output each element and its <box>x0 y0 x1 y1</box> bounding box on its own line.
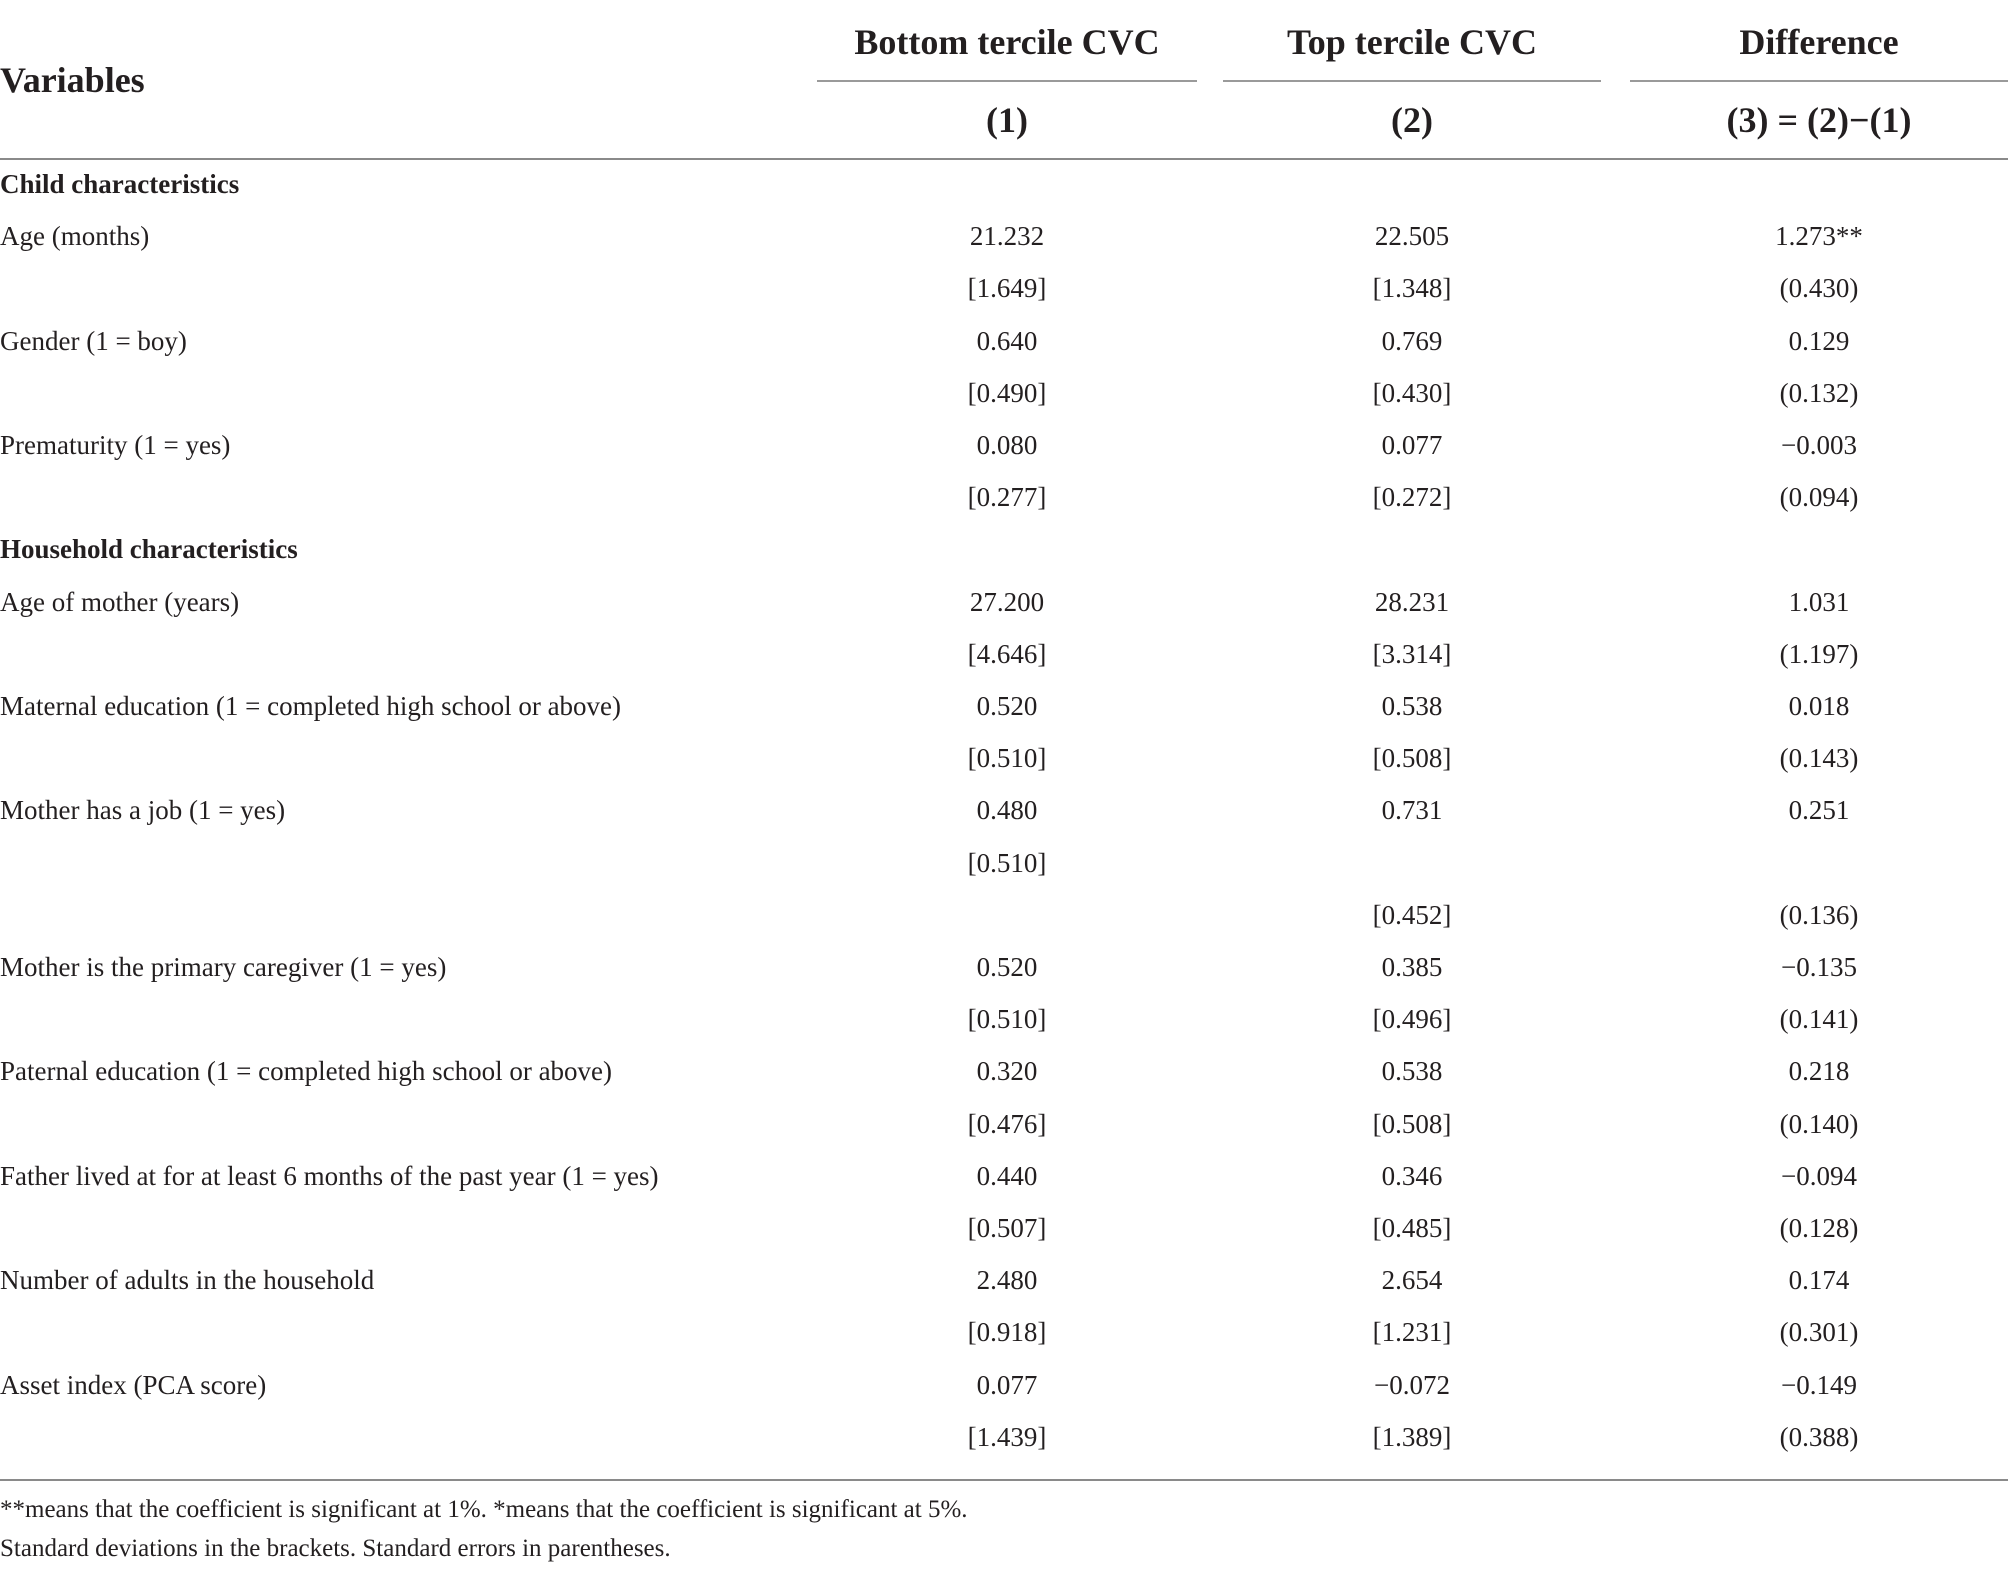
bottom-tercile-value: 2.480 <box>976 1265 1038 1296</box>
table-row <box>0 471 2008 523</box>
top-tercile-value: 28.231 <box>1374 586 1450 617</box>
difference-value: (0.143) <box>1779 743 1859 774</box>
top-tercile-value: 0.769 <box>1381 325 1443 356</box>
top-tercile-value: [0.452] <box>1372 899 1452 930</box>
section-heading: Child characteristics <box>0 169 240 199</box>
table-row <box>0 1202 2008 1254</box>
top-tercile-value: [0.485] <box>1372 1213 1452 1243</box>
top-tercile-value: 0.538 <box>1381 691 1443 721</box>
table-bottom-rule <box>0 1479 2008 1481</box>
difference-value: (0.136) <box>1779 899 1859 930</box>
bottom-tercile-value: [0.918] <box>967 1317 1047 1348</box>
bottom-tercile-value: [0.510] <box>967 847 1047 878</box>
table-row <box>0 367 2008 419</box>
top-tercile-value: 0.538 <box>1381 1056 1443 1087</box>
bottom-tercile-value: 0.520 <box>976 691 1038 721</box>
col1-spanner-rule <box>817 80 1197 82</box>
variable-label: Mother has a job (1 = yes) <box>0 795 286 826</box>
table-row <box>0 993 2008 1045</box>
top-tercile-value: 22.505 <box>1374 221 1450 252</box>
top-tercile-value: [1.231] <box>1372 1317 1452 1348</box>
difference-value: 0.218 <box>1788 1056 1850 1087</box>
table-row <box>0 1306 2008 1358</box>
table-row <box>0 1359 2008 1411</box>
table-row <box>0 1150 2008 1202</box>
top-tercile-value: 0.077 <box>1381 430 1443 460</box>
variable-label: Gender (1 = boy) <box>0 325 187 356</box>
table-row <box>0 315 2008 367</box>
variable-label: Father lived at for at least 6 months of the past year (1 = yes) <box>0 1160 659 1191</box>
top-tercile-value: [1.389] <box>1372 1421 1452 1452</box>
table-row <box>0 1254 2008 1306</box>
variable-label: Maternal education (1 = completed high school or above) <box>0 691 622 721</box>
section-row <box>0 158 2008 210</box>
difference-value: −0.094 <box>1781 1160 1857 1191</box>
bottom-tercile-value: 0.520 <box>976 952 1038 982</box>
significance-note: **means that the coefficient is significant at 1%. *means that the coefficient is significant at 5%. <box>0 1496 968 1523</box>
difference-value: 0.251 <box>1788 795 1850 826</box>
top-tercile-value: 0.731 <box>1381 795 1443 826</box>
col3-title: Difference <box>1739 22 1899 62</box>
difference-value: −0.135 <box>1781 952 1857 982</box>
difference-value: (0.132) <box>1779 377 1859 408</box>
table-row <box>0 628 2008 680</box>
variable-label: Paternal education (1 = completed high school or above) <box>0 1056 613 1087</box>
difference-value: 1.273** <box>1775 221 1863 252</box>
col1-title: Bottom tercile CVC <box>854 22 1160 62</box>
bottom-tercile-value: 0.080 <box>976 430 1038 460</box>
table-row <box>0 1411 2008 1463</box>
table-row <box>0 732 2008 784</box>
standard-errors-note: Standard deviations in the brackets. Standard errors in parentheses. <box>0 1535 671 1562</box>
variables-header: Variables <box>0 60 145 100</box>
difference-value: −0.149 <box>1781 1369 1857 1400</box>
variable-label: Age (months) <box>0 221 150 252</box>
top-tercile-value: 0.346 <box>1381 1160 1443 1191</box>
section-heading: Household characteristics <box>0 534 298 565</box>
table-row <box>0 680 2008 732</box>
bottom-tercile-value: 0.640 <box>976 325 1038 356</box>
bottom-tercile-value: 0.480 <box>976 795 1038 826</box>
bottom-tercile-value: 0.440 <box>976 1160 1038 1191</box>
table-row <box>0 1045 2008 1097</box>
bottom-tercile-value: 0.320 <box>976 1056 1038 1087</box>
bottom-tercile-value: [0.490] <box>967 377 1047 408</box>
bottom-tercile-value: [0.277] <box>967 482 1047 513</box>
col1-number: (1) <box>986 100 1028 140</box>
top-tercile-value: [0.272] <box>1372 482 1452 513</box>
table-row <box>0 419 2008 471</box>
difference-value: 0.129 <box>1788 325 1850 356</box>
bottom-tercile-value: [0.510] <box>967 743 1047 774</box>
difference-value: (0.140) <box>1779 1108 1859 1139</box>
variable-label: Prematurity (1 = yes) <box>0 430 231 460</box>
top-tercile-value: 2.654 <box>1381 1265 1443 1296</box>
difference-value: (0.301) <box>1779 1317 1859 1348</box>
col2-number: (2) <box>1391 100 1433 140</box>
variable-label: Mother is the primary caregiver (1 = yes) <box>0 952 447 982</box>
top-tercile-value: [0.508] <box>1372 1108 1452 1139</box>
table-row <box>0 210 2008 262</box>
difference-value: 0.174 <box>1788 1265 1850 1296</box>
bottom-tercile-value: [0.510] <box>967 1004 1047 1035</box>
variable-label: Age of mother (years) <box>0 586 240 617</box>
difference-value: 1.031 <box>1788 586 1850 617</box>
col3-number: (3) = (2)−(1) <box>1726 100 1912 140</box>
difference-value: −0.003 <box>1781 430 1857 460</box>
top-tercile-value: [0.496] <box>1372 1004 1452 1035</box>
col3-spanner-rule <box>1630 80 2008 82</box>
variable-label: Asset index (PCA score) <box>0 1369 267 1400</box>
table-row <box>0 784 2008 836</box>
difference-value: (0.430) <box>1779 273 1859 304</box>
top-tercile-value: [3.314] <box>1372 638 1452 669</box>
bottom-tercile-value: [1.649] <box>967 273 1047 304</box>
difference-value: (0.388) <box>1779 1421 1859 1452</box>
difference-value: (1.197) <box>1779 638 1859 669</box>
variable-label: Number of adults in the household <box>0 1265 375 1296</box>
table-row <box>0 262 2008 314</box>
bottom-tercile-value: [0.507] <box>967 1213 1047 1243</box>
section-row <box>0 523 2008 575</box>
table-row <box>0 576 2008 628</box>
top-tercile-value: −0.072 <box>1374 1369 1450 1400</box>
table-row <box>0 889 2008 941</box>
bottom-tercile-value: 21.232 <box>969 221 1045 252</box>
top-tercile-value: [0.430] <box>1372 377 1452 408</box>
table-row <box>0 941 2008 993</box>
top-tercile-value: 0.385 <box>1381 952 1443 982</box>
top-tercile-value: [0.508] <box>1372 743 1452 774</box>
top-tercile-value: [1.348] <box>1372 273 1452 304</box>
col2-spanner-rule <box>1223 80 1601 82</box>
col2-title: Top tercile CVC <box>1287 22 1537 62</box>
bottom-tercile-value: 27.200 <box>969 586 1045 617</box>
difference-value: (0.094) <box>1779 482 1859 513</box>
bottom-tercile-value: [1.439] <box>967 1421 1047 1452</box>
bottom-tercile-value: 0.077 <box>976 1369 1038 1400</box>
table-row <box>0 837 2008 889</box>
difference-value: 0.018 <box>1788 691 1850 721</box>
table-row <box>0 1098 2008 1150</box>
bottom-tercile-value: [4.646] <box>967 638 1047 669</box>
difference-value: (0.128) <box>1779 1213 1859 1243</box>
difference-value: (0.141) <box>1779 1004 1859 1035</box>
bottom-tercile-value: [0.476] <box>967 1108 1047 1139</box>
